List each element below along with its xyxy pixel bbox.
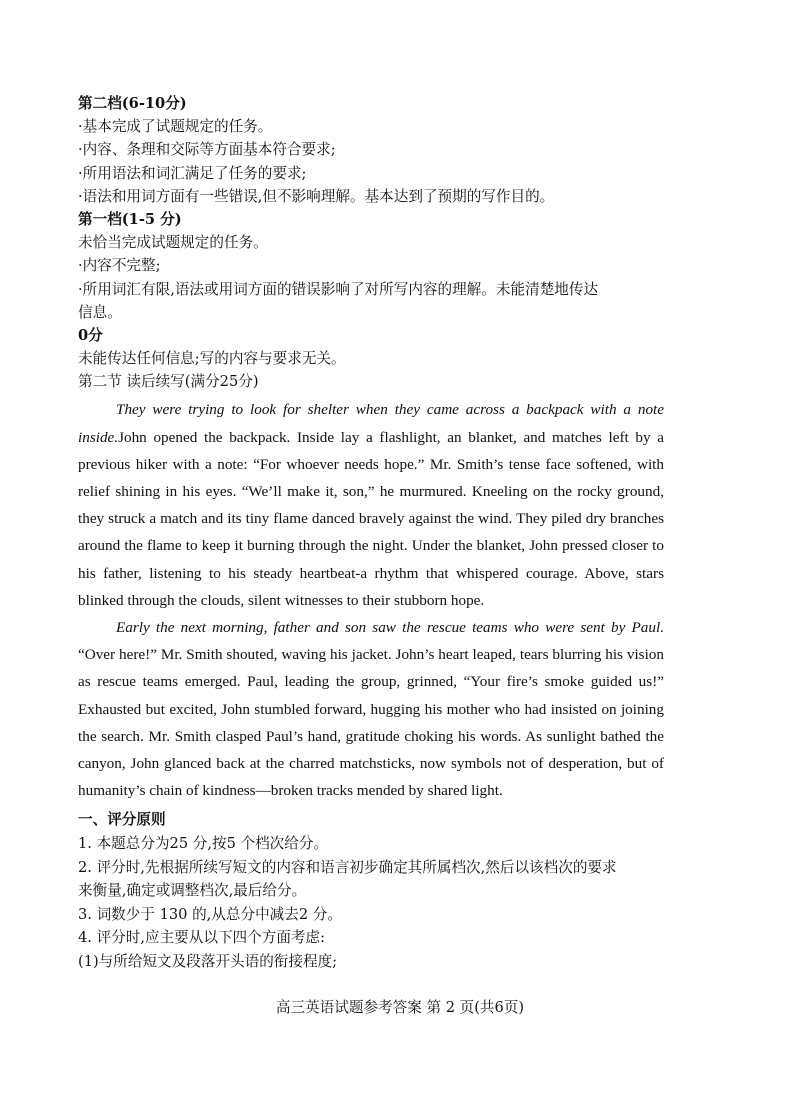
principle-item: 4. 评分时,应主要从以下四个方面考虑: <box>78 929 326 947</box>
band1-heading: 第一档(1-5 分) <box>78 211 182 229</box>
principle-item: (1)与所给短文及段落开头语的衔接程度; <box>78 953 338 971</box>
paragraph-2-body: “Over here!” Mr. Smith shouted, waving his jacket. John’s heart leaped, tears blurring his vision as rescue teams emerged. Paul, leading the group, grinned, “Your fire’s smoke guided us!” Exhausted but excited, John stumbled forward, hugging his mother who had insisted on joining the search. Mr. Smith clasped Paul’s hand, gratitude choking his words. As sunlight bathed the canyon, John glanced back at the charred matchsticks, now symbols not of desperation, but of humanity’s chain of kindness—broken tracks mended by shared light. <box>78 646 664 800</box>
page-footer: 高三英语试题参考答案 第 2 页(共6页) <box>275 999 525 1016</box>
band1-item: ·所用词汇有限,语法或用词方面的错误影响了对所写内容的理解。未能清楚地传达 <box>78 280 599 298</box>
principle-item: 来衡量,确定或调整档次,最后给分。 <box>78 882 307 900</box>
paragraph-1-body: John opened the backpack. Inside lay a flashlight, an blanket, and matches left by a previous hiker with a note: “For whoever needs hope.” Mr. Smith’s tense face softened, with relief shining in his eyes. “We’ll make it, son,” he murmured. Kneeling on the rocky ground, they struck a match and its tiny flame danced bravely against the wind. They piled dry branches around the flame to keep it burning through the night. Under the blanket, John pressed closer to his father, listening to his steady heartbeat-a rhythm that whispered courage. Above, stars blinked through the clouds, silent witnesses to their stubborn hope. <box>78 428 664 609</box>
paragraph-2-opening: Early the next morning, father and son saw the rescue teams who were sent by Paul. <box>116 619 664 637</box>
section2-title: 第二节 读后续写(满分25分) <box>78 373 259 391</box>
band2-item: ·内容、条理和交际等方面基本符合要求; <box>78 141 336 159</box>
principle-item: 1. 本题总分为25 分,按5 个档次给分。 <box>78 835 329 853</box>
paragraph-1-opening: They were trying to look for shelter when they came across a backpack with a note inside. <box>78 401 664 446</box>
band1-item: 信息。 <box>78 303 122 321</box>
band1-item: ·内容不完整; <box>78 257 161 275</box>
principle-item: 2. 评分时,先根据所续写短文的内容和语言初步确定其所属档次,然后以该档次的要求 <box>78 858 617 876</box>
band0-heading: 0分 <box>78 327 103 345</box>
model-essay <box>78 396 664 804</box>
band2-heading: 第二档(6-10分) <box>78 95 187 112</box>
band2-item: ·基本完成了试题规定的任务。 <box>78 118 273 136</box>
principle-item: 3. 词数少于 130 的,从总分中减去2 分。 <box>78 905 342 923</box>
band1-summary: 未恰当完成试题规定的任务。 <box>78 234 268 252</box>
band0-summary: 未能传达任何信息;写的内容与要求无关。 <box>78 350 346 368</box>
principles-heading: 一、评分原则 <box>78 811 166 829</box>
essay-paragraph-1 <box>78 396 664 614</box>
band2-item: ·所用语法和词汇满足了任务的要求; <box>78 164 307 182</box>
essay-paragraph-2 <box>78 614 664 804</box>
band2-item: ·语法和用词方面有一些错误,但不影响理解。基本达到了预期的写作目的。 <box>78 187 555 205</box>
answer-key-page <box>78 92 664 974</box>
scoring-principles <box>78 808 664 973</box>
